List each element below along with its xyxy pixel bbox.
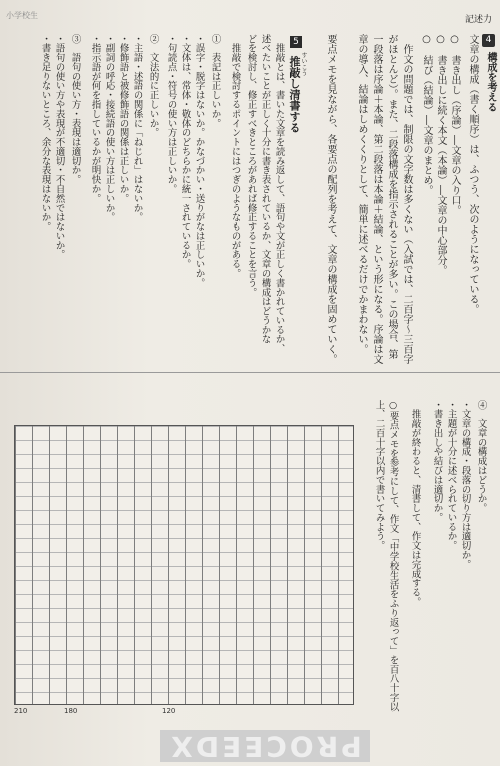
check-item: ・修飾語と被修飾語の関係は正しいか。 [117,34,129,204]
paragraph-line: がほとんど）。また、二段落構成を指示されることが多い。この場合、第 [386,34,397,359]
paragraph-line: 章の導入、結論はしめくくりとして、簡単に述べるだけでかまわない。 [356,34,367,354]
revision-intro: 述べたいことが正しく十分に書き表されているか、文章の構成はどうかな [259,34,271,344]
check-item: ・文章の構成・段落の切り方は適切か。 [459,400,471,570]
check-item: ・語句の使い方や表現が不適切・不自然ではないか。 [53,34,65,260]
revision-heading: 推敲し清書する [288,56,301,133]
grid-count-label: 210 [14,707,28,715]
step-badge: 5 [290,36,302,48]
check-item: ・書き足りないところ、余分な表現はないか。 [39,34,51,232]
construction-heading: 構成を考える [485,52,496,112]
assignment-text: ○要点メモを参考にして、作文「中学校生活をふり返って」を百八十字以 [387,400,399,712]
check-item: ・書き出しや結びは適切か。 [431,400,443,523]
revision-intro: 推敲で検討するポイントにはつぎのようなものがある。 [229,34,241,279]
check-item: ・句読点・符号の使い方は正しいか。 [165,34,177,194]
check-item: ・文体は、常体・敬体のどちらかに統一されているか。 [179,34,191,269]
structure-item: ○ 書き出し（序論）―文章の入り口。 [449,34,460,215]
paragraph-line: 作文の問題では、制限の文字数は多くない（入試では、二百字～三百字 [401,34,412,364]
check-item: ・主語・述語の関係に「ねじれ」はないか。 [131,34,143,222]
page-number: 小学校生 [6,11,38,20]
construction-intro: 文章の構成（書く順序）は、ふつう、次のようになっている。 [467,34,478,314]
paragraph-line: 要点メモを見ながら、各要点の配列を考えて、文章の構成を固めていく。 [325,34,336,364]
paragraph-line: 一段落は序論＋本論、第二段落は本論＋結論、という形になる。序論は文 [371,34,382,364]
check-item: ・誤字・脱字はないか。かなづかい・送りがなは正しいか。 [193,34,205,288]
check-heading: ② 文法的に正しいか。 [147,34,159,138]
ruby-text: すいこう [300,52,307,76]
assignment-text: 上、二百十字以内で書いてみよう。 [373,400,385,551]
structure-item: ○ 結び（結論）―文章のまとめ。 [421,34,432,195]
writing-grid[interactable] [14,425,354,705]
chapter-badge: 4 [482,34,495,47]
check-item: ・指示語が何を指しているかが明快か。 [89,34,101,204]
revision-intro: どを検討し、修正すべきところがあれば修正することを言う。 [245,34,257,297]
check-heading: ③ 語句の使い方・表現は適切か。 [69,34,81,185]
section-divider [0,372,500,373]
closing-text: 推敲が終わると、清書して、作文は完成する。 [409,400,421,607]
check-item: ・副詞の呼応・接続語の使い方は正しいか。 [103,34,115,222]
check-heading: ④ 文章の構成はどうか。 [475,400,487,513]
grid-count-label: 180 [64,707,78,715]
watermark-stamp: PROCEEDX [160,730,370,762]
grid-count-label: 120 [162,707,176,715]
check-item: ・主題が十分に述べられているか。 [445,400,457,551]
revision-intro: 推敲とは、書いた文章を読み返して、語句や文が正しく書かれているか、 [273,34,285,354]
section-header: 記述力 [464,15,492,25]
structure-item: ○ 書き出しに続く本文（本論）―文章の中心部分。 [435,34,446,275]
check-heading: ① 表記は正しいか。 [209,34,221,128]
